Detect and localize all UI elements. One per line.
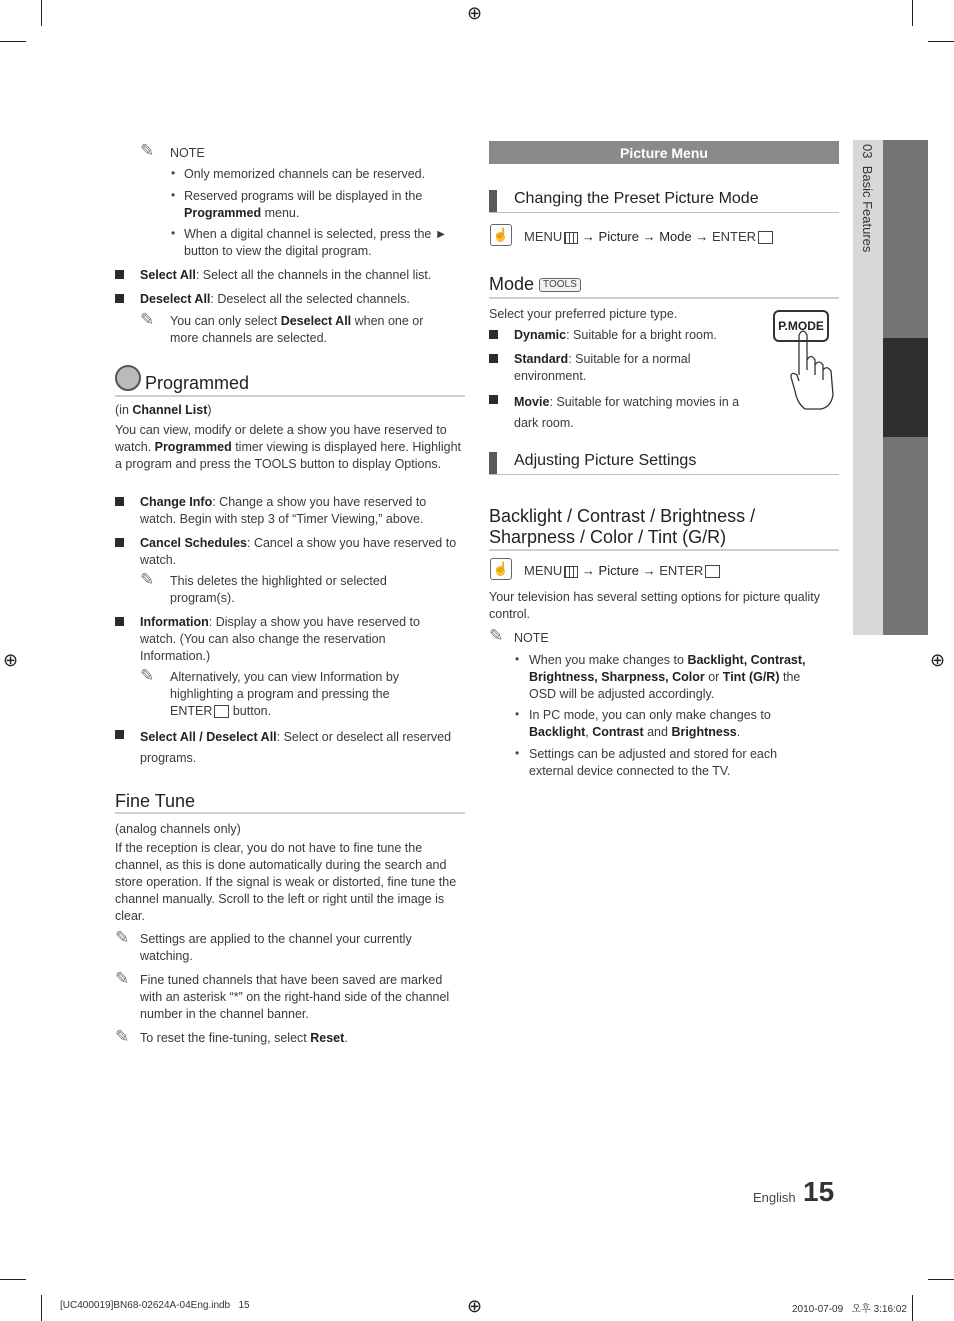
registration-mark-icon: ⊕ — [930, 650, 946, 670]
crop-mark — [928, 41, 954, 42]
enter-icon — [705, 565, 720, 578]
information-note: Alternatively, you can view Information by highlighting a program and pressing the ENTER button. — [170, 670, 400, 718]
registration-mark-icon: ⊕ — [467, 3, 483, 23]
fine-tune-note: Fine tuned channels that have been saved are marked with an asterisk “*” on the right-hand side of the channel number in the channel banner. — [140, 973, 450, 1021]
note-item: When a digital channel is selected, press the ► button to view the digital program. — [184, 227, 448, 258]
note-pencil-icon: ✎ — [140, 141, 155, 160]
enter-icon — [758, 231, 773, 244]
bullet-square — [115, 538, 124, 547]
subheading-bar — [489, 452, 497, 474]
hand-icon: ☝ — [490, 558, 512, 580]
crop-mark — [912, 1295, 913, 1321]
deselect-note: You can only select Deselect All when one or more channels are selected. — [170, 314, 424, 345]
page-number: 15 — [803, 1176, 835, 1207]
programmed-heading: Programmed — [145, 373, 250, 393]
bullet-square — [489, 395, 498, 404]
language-label: English — [753, 1190, 796, 1205]
movie-item: Movie: Suitable for watching movies in a dark room. — [514, 395, 740, 430]
picture-menu-bar: Picture Menu — [489, 141, 839, 164]
note-pencil-icon: ✎ — [140, 570, 155, 589]
note-item: When you make changes to Backlight, Contrast, Brightness, Sharpness, Color or Tint (G/R) the OSD will be adjusted accordingly. — [529, 653, 806, 701]
subheading-rule — [489, 212, 839, 213]
bullet-icon: • — [171, 166, 176, 180]
crop-mark — [41, 1295, 42, 1321]
chapter-tab-label: 03 Basic Features — [860, 144, 875, 253]
bullet-square — [115, 497, 124, 506]
bullet-icon: • — [171, 188, 176, 202]
information-item: Information: Display a show you have reserved to watch. (You can also change the reservation Information.) — [140, 615, 420, 663]
side-tab-block — [883, 140, 928, 338]
menu-icon — [564, 232, 578, 244]
select-deselect-item: Select All / Deselect All: Select or deselect all reserved programs. — [140, 730, 452, 765]
adjusting-subheading: Adjusting Picture Settings — [514, 452, 697, 469]
cancel-note: This deletes the highlighted or selected program(s). — [170, 574, 387, 605]
clock-icon — [115, 365, 141, 391]
programmed-intro: You can view, modify or delete a show you have reserved to watch. Programmed timer viewing is displayed here. Highlight a program and press the TOOLS button to display Options. — [115, 423, 461, 471]
note-label: NOTE — [170, 146, 205, 160]
crop-mark — [0, 41, 26, 42]
standard-item: Standard: Suitable for a normal environment. — [514, 352, 691, 383]
dynamic-item: Dynamic: Suitable for a bright room. — [514, 328, 717, 342]
in-channel-list: (in Channel List) — [115, 403, 212, 417]
note-item: In PC mode, you can only make changes to Backlight, Contrast and Brightness. — [529, 708, 771, 739]
print-timestamp: 2010-07-09 오후 3:16:02 — [792, 1304, 907, 1315]
menu-path: MENU → Picture → ENTER — [524, 562, 720, 579]
heading-rule — [489, 549, 839, 551]
menu-icon — [564, 566, 578, 578]
heading-rule — [115, 812, 465, 814]
fine-tune-note: To reset the fine-tuning, select Reset. — [140, 1031, 348, 1045]
note-item: Only memorized channels can be reserved. — [184, 167, 426, 181]
menu-path: MENU → Picture → Mode → ENTER — [524, 228, 773, 245]
side-tab-block — [883, 437, 928, 635]
bullet-icon: • — [515, 746, 520, 760]
bullet-square — [115, 294, 124, 303]
crop-mark — [0, 1279, 26, 1280]
note-pencil-icon: ✎ — [489, 626, 504, 645]
backlight-intro: Your television has several setting options for picture quality control. — [489, 590, 820, 621]
bullet-square — [115, 270, 124, 279]
change-info-item: Change Info: Change a show you have reserved to watch. Begin with step 3 of “Timer Viewing,” above. — [140, 495, 427, 526]
fine-tune-note: Settings are applied to the channel your currently watching. — [140, 932, 412, 963]
note-pencil-icon: ✎ — [115, 1027, 130, 1046]
bullet-icon: • — [171, 226, 176, 240]
note-item: Reserved programs will be displayed in the Programmed menu. — [184, 189, 423, 220]
note-label: NOTE — [514, 631, 549, 645]
note-pencil-icon: ✎ — [115, 928, 130, 947]
backlight-heading: Backlight / Contrast / Brightness / Sharpness / Color / Tint (G/R) — [489, 506, 756, 547]
enter-icon — [214, 705, 229, 718]
cancel-schedules-item: Cancel Schedules: Cancel a show you have reserved to watch. — [140, 536, 457, 567]
mode-heading: Mode TOOLS — [489, 274, 581, 295]
pmode-button-icon: P.MODE — [773, 310, 829, 342]
fine-tune-heading: Fine Tune — [115, 791, 196, 811]
fine-tune-body: If the reception is clear, you do not have to fine tune the channel, as this is done automatically during the search and store operation. If the signal is weak or distorted, fine tune the channel manually. Scroll to the left or right until the image is clear. — [115, 841, 457, 923]
crop-mark — [928, 1279, 954, 1280]
bullet-square — [115, 730, 124, 739]
preset-mode-subheading: Changing the Preset Picture Mode — [514, 190, 759, 207]
crop-mark — [912, 0, 913, 26]
crop-mark — [41, 0, 42, 26]
bullet-square — [489, 354, 498, 363]
select-all-item: Select All: Select all the channels in the channel list. — [140, 268, 432, 282]
note-pencil-icon: ✎ — [140, 666, 155, 685]
deselect-all-item: Deselect All: Deselect all the selected channels. — [140, 292, 410, 306]
bullet-square — [489, 330, 498, 339]
heading-rule — [489, 297, 839, 299]
analog-only: (analog channels only) — [115, 822, 241, 836]
subheading-bar — [489, 190, 497, 212]
tools-badge: TOOLS — [539, 278, 581, 292]
bullet-icon: • — [515, 652, 520, 666]
side-tab-active-block — [883, 338, 928, 437]
heading-rule — [115, 395, 465, 397]
bullet-square — [115, 617, 124, 626]
note-pencil-icon: ✎ — [140, 310, 155, 329]
file-info: [UC400019]BN68-02624A-04Eng.indb 15 — [60, 1300, 250, 1311]
registration-mark-icon: ⊕ — [3, 650, 19, 670]
hand-press-icon — [785, 325, 845, 415]
registration-mark-icon: ⊕ — [467, 1296, 483, 1316]
note-pencil-icon: ✎ — [115, 969, 130, 988]
subheading-rule — [489, 474, 839, 475]
mode-intro: Select your preferred picture type. — [489, 307, 678, 321]
bullet-icon: • — [515, 707, 520, 721]
hand-icon: ☝ — [490, 224, 512, 246]
note-item: Settings can be adjusted and stored for each external device connected to the TV. — [529, 747, 778, 778]
